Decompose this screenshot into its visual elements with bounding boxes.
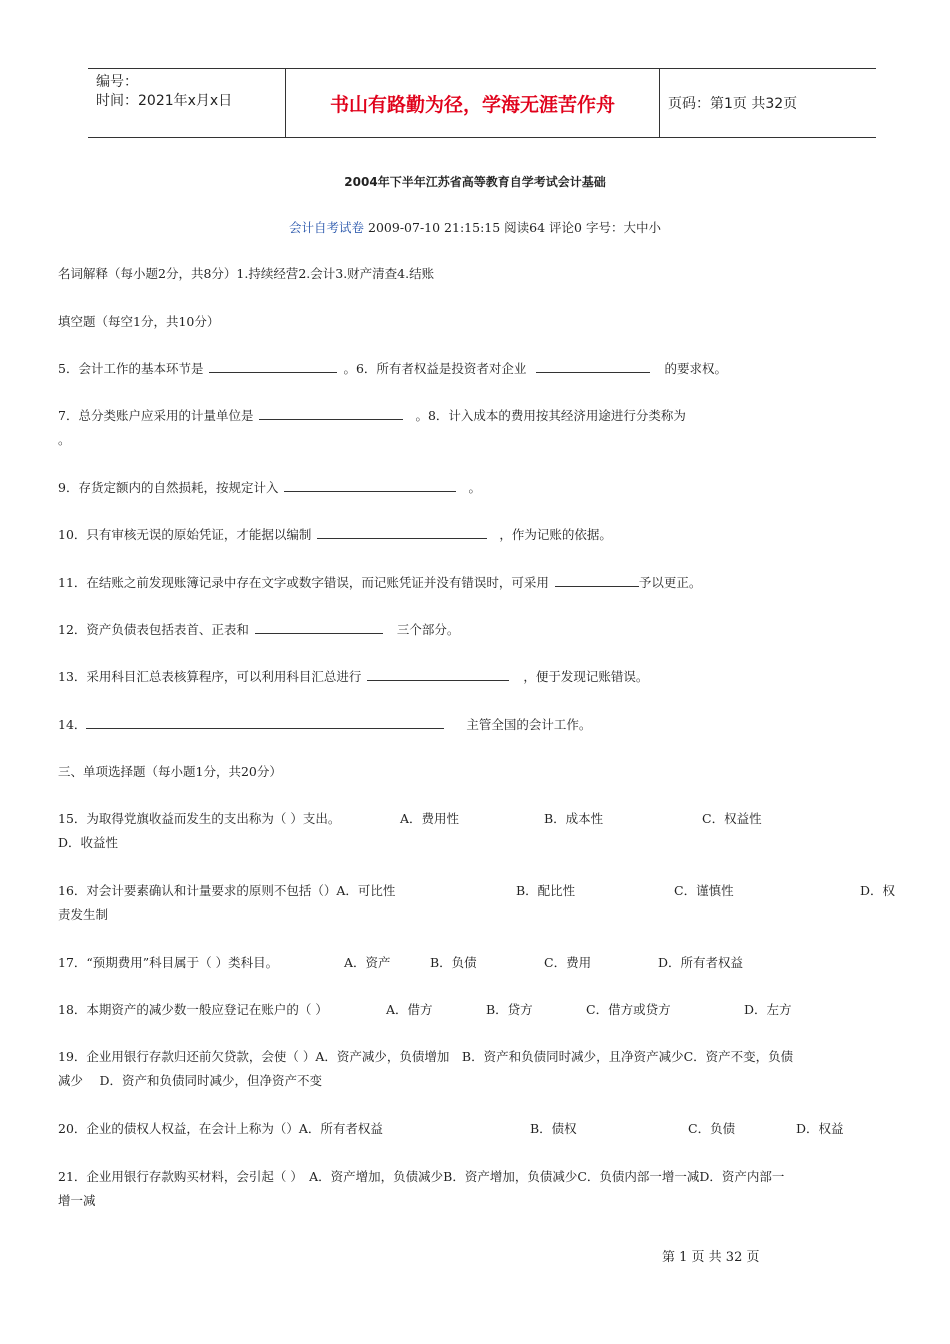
question-5-6 bbox=[58, 357, 727, 381]
question-text: 5．会计工作的基本环节是 bbox=[58, 361, 204, 376]
answer-blank[interactable] bbox=[284, 477, 456, 492]
question-text: 。8．计入成本的费用按其经济用途进行分类称为 bbox=[415, 408, 686, 423]
page-header bbox=[88, 68, 876, 138]
meta-info: 2009-07-10 21:15:15 阅读64 评论0 字号：大中小 bbox=[364, 220, 661, 235]
option-d: D．收益性 bbox=[58, 835, 119, 850]
answer-blank[interactable] bbox=[317, 524, 487, 539]
question-15: 15．为取得党旗收益而发生的支出称为（ ）支出。 bbox=[58, 811, 341, 826]
question-text: 11．在结账之前发现账簿记录中存在文字或数字错误，而记账凭证并没有错误时，可采用 bbox=[58, 575, 549, 590]
date-label: 时间：2021年x月x日 bbox=[96, 93, 233, 109]
answer-blank[interactable] bbox=[86, 714, 444, 729]
option-c: C．谨慎性 bbox=[674, 883, 734, 898]
question-text: 7．总分类账户应采用的计量单位是 bbox=[58, 408, 254, 423]
option-b: B．成本性 bbox=[544, 811, 604, 826]
option-c: C．负债 bbox=[688, 1121, 736, 1136]
option-d: D．所有者权益 bbox=[658, 955, 744, 970]
question-text: 。 bbox=[468, 480, 481, 495]
question-text: 。6．所有者权益是投资者对企业 bbox=[343, 361, 527, 376]
question-13 bbox=[58, 665, 648, 689]
number-label: 编号： bbox=[96, 74, 138, 90]
question-21-continuation: 增一减 bbox=[58, 1193, 96, 1208]
answer-blank[interactable] bbox=[367, 666, 509, 681]
section-single-choice: 三、单项选择题（每小题1分，共20分） bbox=[58, 764, 282, 779]
answer-blank[interactable] bbox=[259, 405, 403, 420]
question-12 bbox=[58, 618, 459, 642]
section-definitions: 名词解释（每小题2分，共8分）1.持续经营2.会计3.财产清查4.结账 bbox=[58, 266, 435, 281]
category-link[interactable]: 会计自考试卷 bbox=[289, 220, 365, 235]
option-d: D．权 bbox=[860, 883, 896, 898]
question-9 bbox=[58, 476, 481, 500]
article-meta bbox=[0, 218, 950, 236]
option-c: C．权益性 bbox=[702, 811, 762, 826]
option-b: B．负债 bbox=[430, 955, 477, 970]
question-18: 18．本期资产的减少数一般应登记在账户的（ ） bbox=[58, 1002, 328, 1017]
option-a: A．借方 bbox=[386, 1002, 433, 1017]
option-b: B．贷方 bbox=[486, 1002, 533, 1017]
question-21: 21．企业用银行存款购买材料，会引起（ ） A．资产增加，负债减少B．资产增加，负债减少C．负债内部一增一减D．资产内部一 bbox=[58, 1169, 785, 1184]
question-19: 19．企业用银行存款归还前欠贷款，会使（ ）A．资产减少，负债增加 B．资产和负债同时减少，且净资产减少C．资产不变，负债 bbox=[58, 1049, 794, 1064]
question-text: ，作为记账的依据。 bbox=[499, 527, 612, 542]
question-text: 主管全国的会计工作。 bbox=[466, 717, 592, 732]
header-left-cell bbox=[88, 69, 286, 137]
section-fill-blank: 填空题（每空1分，共10分） bbox=[58, 314, 220, 329]
question-text: 12．资产负债表包括表首、正表和 bbox=[58, 622, 249, 637]
answer-blank[interactable] bbox=[255, 619, 383, 634]
option-b: B．配比性 bbox=[516, 883, 576, 898]
option-c: C．借方或贷方 bbox=[586, 1002, 671, 1017]
question-11 bbox=[58, 571, 701, 595]
question-8-continuation: 。 bbox=[58, 432, 71, 447]
question-14 bbox=[58, 713, 591, 737]
question-text: 予以更正。 bbox=[638, 575, 702, 590]
motto: 书山有路勤为径，学海无涯苦作舟 bbox=[286, 69, 660, 137]
option-d: D．左方 bbox=[744, 1002, 792, 1017]
question-text: 14． bbox=[58, 717, 87, 732]
question-text: ，便于发现记账错误。 bbox=[523, 669, 649, 684]
answer-blank[interactable] bbox=[209, 358, 337, 373]
question-7-8 bbox=[58, 404, 686, 428]
option-d: D．权益 bbox=[796, 1121, 844, 1136]
question-16: 16．对会计要素确认和计量要求的原则不包括（）A．可比性 bbox=[58, 883, 396, 898]
question-text: 10．只有审核无误的原始凭证，才能据以编制 bbox=[58, 527, 312, 542]
option-c: C．费用 bbox=[544, 955, 592, 970]
option-b: B．债权 bbox=[530, 1121, 577, 1136]
answer-blank[interactable] bbox=[536, 358, 650, 373]
page-footer: 第 1 页 共 32 页 bbox=[662, 1250, 760, 1265]
document-title: 2004年下半年江苏省高等教育自学考试会计基础 bbox=[344, 175, 606, 189]
question-19-continuation: 减少 D．资产和负债同时减少，但净资产不变 bbox=[58, 1073, 322, 1088]
question-text: 9．存货定额内的自然损耗，按规定计入 bbox=[58, 480, 279, 495]
question-20: 20．企业的债权人权益，在会计上称为（）A．所有者权益 bbox=[58, 1121, 383, 1136]
option-a: A．资产 bbox=[344, 955, 391, 970]
question-17: 17．“预期费用”科目属于（ ）类科目。 bbox=[58, 955, 279, 970]
question-text: 的要求权。 bbox=[664, 361, 727, 376]
answer-blank[interactable] bbox=[555, 572, 639, 587]
question-10 bbox=[58, 523, 612, 547]
question-text: 13．采用科目汇总表核算程序，可以利用科目汇总进行 bbox=[58, 669, 362, 684]
option-d-continuation: 责发生制 bbox=[58, 907, 109, 922]
question-text: 三个部分。 bbox=[396, 622, 460, 637]
page-label: 页码：第1页 共32页 bbox=[668, 96, 798, 112]
option-a: A．费用性 bbox=[400, 811, 460, 826]
